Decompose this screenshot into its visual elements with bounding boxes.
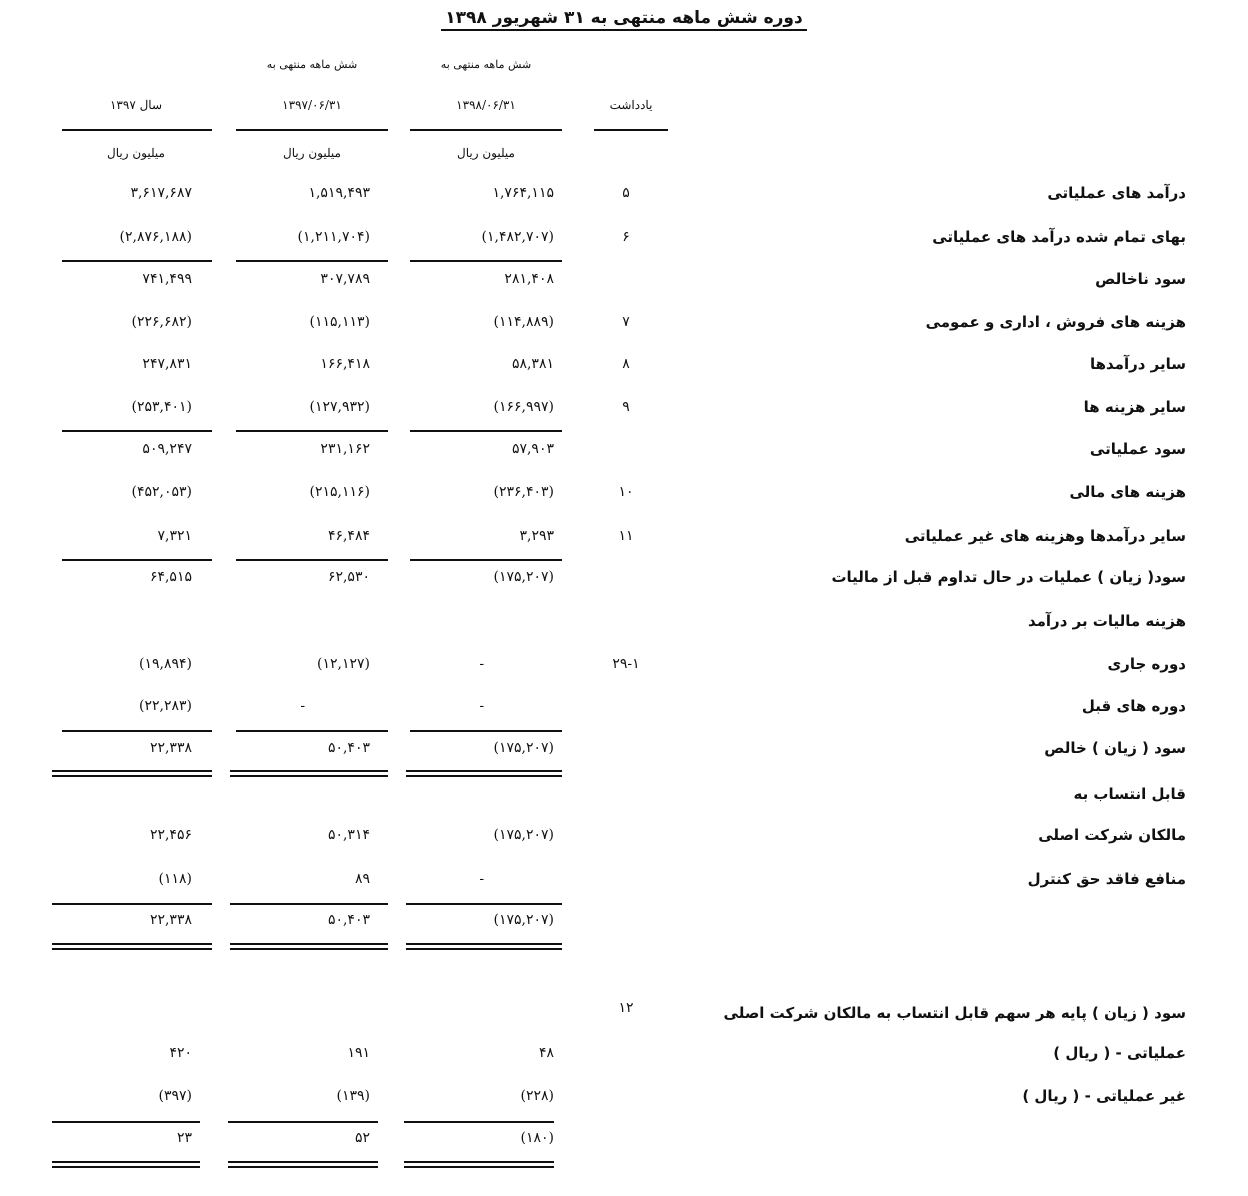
value-1397-6m: (۱,۲۱۱,۷۰۴)	[297, 229, 370, 245]
row-label: هزینه های فروش ، اداری و عمومی	[925, 313, 1186, 331]
row-note: ۱۰	[618, 484, 634, 500]
subtotal-rule	[230, 903, 388, 905]
section-heading-row	[0, 785, 1248, 819]
value-1397-6m: -	[300, 698, 306, 714]
total-double-rule	[406, 943, 562, 950]
row-label: مالکان شرکت اصلی	[1038, 826, 1186, 844]
row-note: ۶	[622, 229, 630, 245]
row-label: سود ( زیان ) پایه هر سهم قابل انتساب به مالکان شرکت اصلی	[723, 1004, 1186, 1022]
value-1397-6m: (۱۲۷,۹۳۲)	[309, 399, 370, 415]
header-rule-col2	[236, 129, 388, 131]
table-row	[0, 270, 1248, 304]
total-double-rule	[230, 770, 388, 777]
row-label: سایر هزینه ها	[1083, 398, 1186, 416]
col1-unit: میلیون ریال	[107, 146, 165, 160]
header-rule-note	[594, 129, 668, 131]
value-1397-6m: (۱۲,۱۲۷)	[317, 656, 370, 672]
value-1397-year: (۳۹۷)	[158, 1088, 192, 1104]
row-label: بهای تمام شده درآمد های عملیاتی	[932, 228, 1186, 246]
subtotal-rule	[410, 559, 562, 561]
total-double-rule	[228, 1161, 378, 1168]
row-label: سایر درآمدها وهزینه های غیر عملیاتی	[904, 527, 1186, 545]
table-row	[0, 1087, 1248, 1121]
value-1397-6m: ۸۹	[354, 871, 370, 887]
subtotal-rule	[404, 1121, 554, 1123]
row-note: ۵	[622, 185, 630, 201]
subtotal-rule	[236, 260, 388, 262]
value-1397-6m: ۱,۵۱۹,۴۹۳	[308, 185, 370, 201]
row-label: هزینه های مالی	[1069, 483, 1186, 501]
table-row	[0, 228, 1248, 262]
value-1397-year: (۲,۸۷۶,۱۸۸)	[119, 229, 192, 245]
row-label: غیر عملیاتی - ( ریال )	[1022, 1087, 1186, 1105]
table-row	[0, 313, 1248, 347]
row-label: سایر درآمدها	[1089, 355, 1186, 373]
total-double-rule	[404, 1161, 554, 1168]
row-note: ۱۱	[618, 528, 634, 544]
value-1397-6m: ۶۲,۵۳۰	[327, 569, 370, 585]
subtotal-rule	[236, 730, 388, 732]
value-1397-6m: (۱۱۵,۱۱۳)	[309, 314, 370, 330]
row-note: ۱۲	[618, 1000, 634, 1016]
value-1398: ۵۷,۹۰۳	[511, 441, 554, 457]
subtotal-rule	[62, 730, 212, 732]
note-header: یادداشت	[609, 98, 653, 112]
value-1398: -	[479, 871, 485, 887]
value-1397-year: (۲۵۳,۴۰۱)	[131, 399, 192, 415]
row-label: دوره های قبل	[1081, 697, 1186, 715]
value-1398: ۱,۷۶۴,۱۱۵	[492, 185, 554, 201]
subtotal-rule	[406, 903, 562, 905]
table-row	[0, 870, 1248, 904]
value-1397-year: (۱۱۸)	[158, 871, 192, 887]
value-1398: (۱۶۶,۹۹۷)	[493, 399, 554, 415]
value-1397-year: (۴۵۲,۰۵۳)	[131, 484, 192, 500]
value-1397-year: ۷,۳۲۱	[157, 528, 192, 544]
row-label: سود( زیان ) عملیات در حال تداوم قبل از مالیات	[831, 568, 1186, 586]
col3-date-header: ۱۳۹۸/۰۶/۳۱	[456, 98, 516, 112]
value-1397-6m: ۵۰,۴۰۳	[327, 912, 370, 928]
col2-date-header: ۱۳۹۷/۰۶/۳۱	[282, 98, 342, 112]
row-label: سود ناخالص	[1095, 270, 1186, 288]
row-note: ۸	[622, 356, 630, 372]
value-1397-year: ۲۲,۴۵۶	[149, 827, 192, 843]
subtotal-rule	[410, 430, 562, 432]
row-note: ۷	[622, 314, 630, 330]
subtotal-rule	[62, 430, 212, 432]
table-row	[0, 1044, 1248, 1078]
value-1398: (۱۷۵,۲۰۷)	[493, 569, 554, 585]
value-1398: (۲۳۶,۴۰۳)	[493, 484, 554, 500]
value-1398: ۴۸	[538, 1045, 554, 1061]
value-1397-year: ۲۲,۳۳۸	[149, 740, 192, 756]
table-row	[0, 655, 1248, 689]
value-1398: -	[479, 698, 485, 714]
value-1397-6m: ۵۲	[354, 1130, 370, 1146]
value-1398: (۱۱۴,۸۸۹)	[493, 314, 554, 330]
col1-date-header: سال ۱۳۹۷	[109, 98, 163, 112]
value-1397-year: ۲۲,۳۳۸	[149, 912, 192, 928]
row-label: هزینه مالیات بر درآمد	[1027, 612, 1186, 630]
value-1397-year: ۲۳	[176, 1130, 192, 1146]
table-row	[0, 440, 1248, 474]
col2-unit: میلیون ریال	[283, 146, 341, 160]
total-double-rule	[52, 943, 212, 950]
table-row	[0, 398, 1248, 432]
row-label: منافع فاقد حق کنترل	[1027, 870, 1186, 888]
eps-heading-row	[0, 1000, 1248, 1038]
table-row	[0, 612, 1248, 646]
row-label: درآمد های عملیاتی	[1047, 184, 1186, 202]
header-rule-col3	[410, 129, 562, 131]
table-row	[0, 355, 1248, 389]
value-1398: (۱۷۵,۲۰۷)	[493, 912, 554, 928]
value-1398: (۱,۴۸۲,۷۰۷)	[481, 229, 554, 245]
value-1397-year: ۶۴,۵۱۵	[149, 569, 192, 585]
total-double-rule	[406, 770, 562, 777]
value-1397-6m: ۵۰,۳۱۴	[327, 827, 370, 843]
subtotal-rule	[62, 260, 212, 262]
table-row	[0, 568, 1248, 602]
subtotal-rule	[52, 1121, 200, 1123]
value-1397-6m: ۳۰۷,۷۸۹	[320, 271, 370, 287]
row-label: سود عملیاتی	[1089, 440, 1186, 458]
value-1397-6m: ۱۹۱	[347, 1045, 370, 1061]
subtotal-rule	[410, 730, 562, 732]
value-1397-6m: ۵۰,۴۰۳	[327, 740, 370, 756]
value-1397-6m: (۲۱۵,۱۱۶)	[309, 484, 370, 500]
value-1398: (۱۸۰)	[520, 1130, 554, 1146]
header-rule-col1	[62, 129, 212, 131]
value-1398: (۱۷۵,۲۰۷)	[493, 827, 554, 843]
row-note: ۲۹-۱	[612, 656, 640, 672]
statement-title: دوره شش ماهه منتهی به ۳۱ شهریور ۱۳۹۸	[0, 8, 1248, 28]
value-1397-year: ۴۲۰	[169, 1045, 192, 1061]
table-row	[0, 697, 1248, 731]
table-row	[0, 184, 1248, 218]
value-1397-year: (۲۲۶,۶۸۲)	[131, 314, 192, 330]
table-row	[0, 739, 1248, 773]
value-1397-year: ۷۴۱,۴۹۹	[142, 271, 192, 287]
table-row	[0, 911, 1248, 945]
table-row	[0, 826, 1248, 860]
table-row	[0, 527, 1248, 561]
value-1398: (۱۷۵,۲۰۷)	[493, 740, 554, 756]
value-1397-6m: ۲۳۱,۱۶۲	[320, 441, 370, 457]
subtotal-rule	[52, 903, 212, 905]
subtotal-rule	[228, 1121, 378, 1123]
subtotal-rule	[236, 430, 388, 432]
value-1397-6m: ۴۶,۴۸۴	[327, 528, 370, 544]
table-row	[0, 1129, 1248, 1163]
col3-period-header: شش ماهه منتهی به	[440, 58, 532, 71]
value-1398: ۵۸,۳۸۱	[511, 356, 554, 372]
col3-unit: میلیون ریال	[457, 146, 515, 160]
value-1397-year: ۵۰۹,۲۴۷	[142, 441, 192, 457]
subtotal-rule	[236, 559, 388, 561]
table-row	[0, 483, 1248, 517]
value-1397-6m: (۱۳۹)	[336, 1088, 370, 1104]
value-1397-year: ۳,۶۱۷,۶۸۷	[130, 185, 192, 201]
subtotal-rule	[62, 559, 212, 561]
col2-period-header: شش ماهه منتهی به	[266, 58, 358, 71]
row-label: سود ( زیان ) خالص	[1044, 739, 1186, 757]
total-double-rule	[52, 1161, 200, 1168]
row-note: ۹	[622, 399, 630, 415]
total-double-rule	[230, 943, 388, 950]
value-1398: (۲۲۸)	[520, 1088, 554, 1104]
value-1397-year: (۱۹,۸۹۴)	[139, 656, 192, 672]
value-1398: ۳,۲۹۳	[519, 528, 554, 544]
value-1397-year: (۲۲,۲۸۳)	[139, 698, 192, 714]
total-double-rule	[52, 770, 212, 777]
value-1398: -	[479, 656, 485, 672]
row-label: عملیاتی - ( ریال )	[1053, 1044, 1186, 1062]
row-label: قابل انتساب به	[1073, 785, 1186, 803]
row-label: دوره جاری	[1107, 655, 1186, 673]
subtotal-rule	[410, 260, 562, 262]
value-1398: ۲۸۱,۴۰۸	[504, 271, 554, 287]
value-1397-year: ۲۴۷,۸۳۱	[142, 356, 192, 372]
value-1397-6m: ۱۶۶,۴۱۸	[320, 356, 370, 372]
